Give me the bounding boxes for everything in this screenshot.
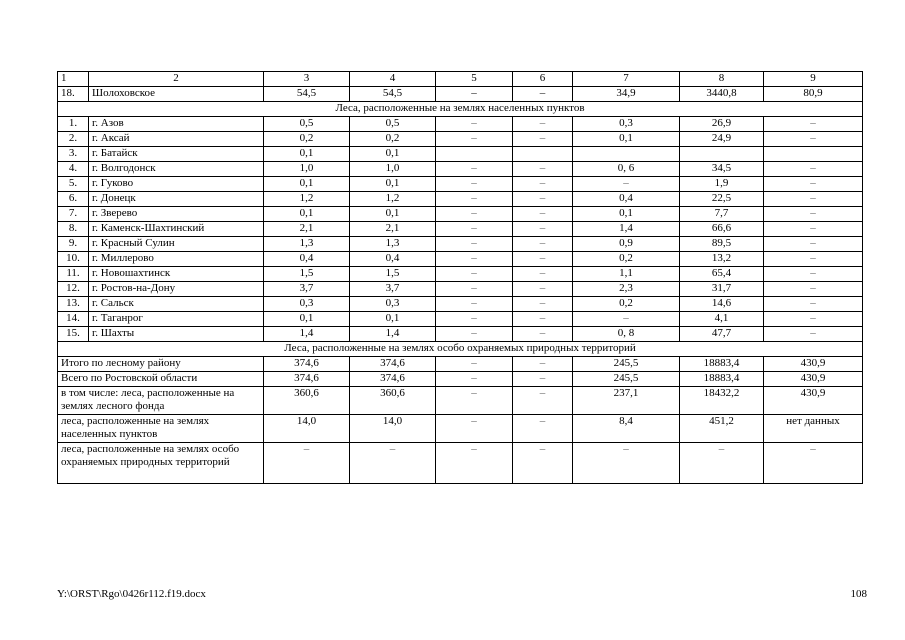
table-cell: 65,4 bbox=[680, 267, 764, 282]
table-cell: 8. bbox=[58, 222, 89, 237]
table-cell: Итого по лесному району bbox=[58, 357, 264, 372]
table-row bbox=[58, 162, 863, 177]
table-cell: 1. bbox=[58, 117, 89, 132]
table-cell: 0,3 bbox=[264, 297, 350, 312]
table-cell: – bbox=[436, 415, 513, 443]
table-cell: 360,6 bbox=[264, 387, 350, 415]
table-cell: 26,9 bbox=[680, 117, 764, 132]
table-cell: 0,1 bbox=[264, 312, 350, 327]
table-cell: 1,2 bbox=[350, 192, 436, 207]
footer-file-path: Y:\ORST\Rgo\0426r112.f19.docx bbox=[57, 588, 206, 600]
table-cell: 9. bbox=[58, 237, 89, 252]
table-cell: 1 bbox=[58, 72, 89, 87]
summary-row bbox=[58, 357, 863, 372]
table-cell: 0,4 bbox=[350, 252, 436, 267]
table-cell: 0,1 bbox=[264, 207, 350, 222]
table-cell: 0,1 bbox=[573, 207, 680, 222]
table-cell: – bbox=[436, 207, 513, 222]
table-cell: в том числе: леса, расположенные на землях лесного фонда bbox=[58, 387, 264, 415]
table-cell: 1,0 bbox=[350, 162, 436, 177]
table-cell: 5 bbox=[436, 72, 513, 87]
table-cell: 0,1 bbox=[350, 147, 436, 162]
table-cell: – bbox=[513, 415, 573, 443]
table-cell: – bbox=[513, 357, 573, 372]
footer-page-number: 108 bbox=[850, 588, 867, 600]
table-cell: – bbox=[764, 267, 863, 282]
table-cell: – bbox=[513, 237, 573, 252]
table-cell: – bbox=[436, 312, 513, 327]
table-row bbox=[58, 312, 863, 327]
table-cell: 3,7 bbox=[350, 282, 436, 297]
table-cell: 0,1 bbox=[350, 177, 436, 192]
table-cell: 0, 6 bbox=[573, 162, 680, 177]
table-cell: 0,3 bbox=[573, 117, 680, 132]
table-cell: – bbox=[436, 117, 513, 132]
table-cell: – bbox=[436, 282, 513, 297]
table-cell: 374,6 bbox=[264, 357, 350, 372]
table-cell: 4,1 bbox=[680, 312, 764, 327]
data-table bbox=[57, 71, 863, 484]
table-cell: 14,0 bbox=[264, 415, 350, 443]
table-cell: Леса, расположенные на землях населенных пунктов bbox=[58, 102, 863, 117]
table-cell: – bbox=[764, 327, 863, 342]
table-row bbox=[58, 282, 863, 297]
table-cell: 1,2 bbox=[264, 192, 350, 207]
table-cell: 1,4 bbox=[350, 327, 436, 342]
table-cell: 0,4 bbox=[264, 252, 350, 267]
table-cell: г. Батайск bbox=[89, 147, 264, 162]
table-cell: г. Красный Сулин bbox=[89, 237, 264, 252]
table-cell bbox=[513, 147, 573, 162]
table-cell: – bbox=[764, 297, 863, 312]
table-cell: 10. bbox=[58, 252, 89, 267]
table-cell: – bbox=[764, 117, 863, 132]
table-cell bbox=[764, 147, 863, 162]
table-cell: – bbox=[513, 87, 573, 102]
table-cell: 18883,4 bbox=[680, 372, 764, 387]
table-cell: – bbox=[264, 443, 350, 484]
table-cell: 451,2 bbox=[680, 415, 764, 443]
table-cell: 5. bbox=[58, 177, 89, 192]
table-row bbox=[58, 297, 863, 312]
table-cell: 430,9 bbox=[764, 387, 863, 415]
table-cell: – bbox=[513, 117, 573, 132]
table-cell: 0,9 bbox=[573, 237, 680, 252]
table-row bbox=[58, 192, 863, 207]
table-cell: г. Ростов-на-Дону bbox=[89, 282, 264, 297]
table-cell: нет данных bbox=[764, 415, 863, 443]
table-cell: г. Азов bbox=[89, 117, 264, 132]
summary-row bbox=[58, 443, 863, 484]
table-cell: – bbox=[513, 192, 573, 207]
table-cell: 3,7 bbox=[264, 282, 350, 297]
table-cell: 66,6 bbox=[680, 222, 764, 237]
table-cell: – bbox=[513, 312, 573, 327]
table-cell: 89,5 bbox=[680, 237, 764, 252]
table-cell: 2,1 bbox=[350, 222, 436, 237]
table-cell: 24,9 bbox=[680, 132, 764, 147]
table-row bbox=[58, 147, 863, 162]
table-cell: 1,3 bbox=[264, 237, 350, 252]
table-cell: 3. bbox=[58, 147, 89, 162]
table-cell: 374,6 bbox=[350, 372, 436, 387]
table-cell: 245,5 bbox=[573, 372, 680, 387]
table-cell: – bbox=[764, 162, 863, 177]
section-row bbox=[58, 102, 863, 117]
table-cell: 14. bbox=[58, 312, 89, 327]
table-cell: – bbox=[436, 192, 513, 207]
table-cell: 7 bbox=[573, 72, 680, 87]
table-cell: – bbox=[764, 192, 863, 207]
table-cell: 9 bbox=[764, 72, 863, 87]
table-cell: 0,1 bbox=[264, 147, 350, 162]
table-cell: 237,1 bbox=[573, 387, 680, 415]
table-cell: 1,0 bbox=[264, 162, 350, 177]
table-cell: – bbox=[436, 297, 513, 312]
table-cell: – bbox=[764, 237, 863, 252]
table-row bbox=[58, 237, 863, 252]
table-row bbox=[58, 177, 863, 192]
table-cell: Всего по Ростовской области bbox=[58, 372, 264, 387]
table-cell: – bbox=[350, 443, 436, 484]
table-row bbox=[58, 267, 863, 282]
table-row bbox=[58, 252, 863, 267]
table-cell: – bbox=[436, 132, 513, 147]
table-cell: леса, расположенные на землях населенных пунктов bbox=[58, 415, 264, 443]
table-cell: г. Таганрог bbox=[89, 312, 264, 327]
table-cell: 54,5 bbox=[350, 87, 436, 102]
table-row bbox=[58, 327, 863, 342]
table-cell: 18432,2 bbox=[680, 387, 764, 415]
table-cell: 34,5 bbox=[680, 162, 764, 177]
table-cell: – bbox=[764, 222, 863, 237]
table-cell: 360,6 bbox=[350, 387, 436, 415]
table-cell: – bbox=[764, 312, 863, 327]
table-cell: 6. bbox=[58, 192, 89, 207]
table-cell: – bbox=[513, 177, 573, 192]
table-cell: 2,3 bbox=[573, 282, 680, 297]
table-cell: 1,4 bbox=[573, 222, 680, 237]
table-cell: г. Миллерово bbox=[89, 252, 264, 267]
table-cell: 1,5 bbox=[264, 267, 350, 282]
table-cell: 2 bbox=[89, 72, 264, 87]
table-cell: 0,2 bbox=[573, 252, 680, 267]
table-cell: 11. bbox=[58, 267, 89, 282]
table-cell: 0, 8 bbox=[573, 327, 680, 342]
table-cell: г. Гуково bbox=[89, 177, 264, 192]
table-cell bbox=[436, 147, 513, 162]
table-cell: – bbox=[764, 252, 863, 267]
table-cell: – bbox=[436, 327, 513, 342]
table-row bbox=[58, 222, 863, 237]
table-cell: 14,6 bbox=[680, 297, 764, 312]
table-cell: 0,3 bbox=[350, 297, 436, 312]
table-cell: 0,1 bbox=[350, 312, 436, 327]
table-cell: 245,5 bbox=[573, 357, 680, 372]
table-cell: 0,1 bbox=[350, 207, 436, 222]
table-cell: – bbox=[436, 267, 513, 282]
table-cell: – bbox=[764, 443, 863, 484]
table-cell: г. Донецк bbox=[89, 192, 264, 207]
table-cell: – bbox=[513, 297, 573, 312]
table-cell: – bbox=[513, 327, 573, 342]
table-cell: – bbox=[573, 177, 680, 192]
table-cell: – bbox=[513, 443, 573, 484]
table-cell: 1,5 bbox=[350, 267, 436, 282]
table-cell: – bbox=[436, 357, 513, 372]
table-cell: 430,9 bbox=[764, 357, 863, 372]
table-cell: г. Новошахтинск bbox=[89, 267, 264, 282]
table-cell: – bbox=[513, 282, 573, 297]
table-cell: 22,5 bbox=[680, 192, 764, 207]
table-cell: 18. bbox=[58, 87, 89, 102]
table-row bbox=[58, 117, 863, 132]
table-cell: – bbox=[436, 252, 513, 267]
table-cell: – bbox=[513, 162, 573, 177]
table-cell: – bbox=[436, 237, 513, 252]
table-cell: – bbox=[573, 312, 680, 327]
table-cell: г. Шахты bbox=[89, 327, 264, 342]
table-cell: Леса, расположенные на землях особо охраняемых природных территорий bbox=[58, 342, 863, 357]
table-cell: 4 bbox=[350, 72, 436, 87]
table-cell: 13. bbox=[58, 297, 89, 312]
table-cell: – bbox=[513, 222, 573, 237]
table-cell: 430,9 bbox=[764, 372, 863, 387]
summary-row bbox=[58, 372, 863, 387]
table-cell: – bbox=[764, 177, 863, 192]
table-cell: – bbox=[436, 162, 513, 177]
table-row bbox=[58, 87, 863, 102]
table-cell: 2,1 bbox=[264, 222, 350, 237]
table-cell: 13,2 bbox=[680, 252, 764, 267]
table-cell: г. Сальск bbox=[89, 297, 264, 312]
table-cell: 80,9 bbox=[764, 87, 863, 102]
table-cell: 14,0 bbox=[350, 415, 436, 443]
table-cell: 0,5 bbox=[350, 117, 436, 132]
table-cell: – bbox=[513, 372, 573, 387]
table-cell: 0,1 bbox=[264, 177, 350, 192]
table-cell: – bbox=[513, 387, 573, 415]
section-row bbox=[58, 342, 863, 357]
table-cell: – bbox=[680, 443, 764, 484]
table-cell: 8 bbox=[680, 72, 764, 87]
table-cell: 31,7 bbox=[680, 282, 764, 297]
table-row bbox=[58, 132, 863, 147]
table-cell bbox=[680, 147, 764, 162]
table-cell: 1,3 bbox=[350, 237, 436, 252]
table-cell: – bbox=[436, 443, 513, 484]
table-cell: 7. bbox=[58, 207, 89, 222]
table-cell: г. Аксай bbox=[89, 132, 264, 147]
table-cell: 0,2 bbox=[350, 132, 436, 147]
table-cell: 1,9 bbox=[680, 177, 764, 192]
table-cell: 0,4 bbox=[573, 192, 680, 207]
summary-row bbox=[58, 387, 863, 415]
table-cell: 0,2 bbox=[264, 132, 350, 147]
table-cell: 3 bbox=[264, 72, 350, 87]
table-cell bbox=[573, 147, 680, 162]
table-cell: 374,6 bbox=[350, 357, 436, 372]
table-cell: Шолоховское bbox=[89, 87, 264, 102]
table-cell: 12. bbox=[58, 282, 89, 297]
table-cell: – bbox=[513, 267, 573, 282]
table-cell: 15. bbox=[58, 327, 89, 342]
table-cell: леса, расположенные на землях особо охраняемых природных территорий bbox=[58, 443, 264, 484]
table-cell: г. Волгодонск bbox=[89, 162, 264, 177]
table-cell: 6 bbox=[513, 72, 573, 87]
table-cell: – bbox=[513, 207, 573, 222]
table-cell: 47,7 bbox=[680, 327, 764, 342]
table-cell: 1,4 bbox=[264, 327, 350, 342]
table-cell: 54,5 bbox=[264, 87, 350, 102]
table-cell: 0,2 bbox=[573, 297, 680, 312]
table-cell: 3440,8 bbox=[680, 87, 764, 102]
table-cell: – bbox=[436, 372, 513, 387]
table-cell: 0,1 bbox=[573, 132, 680, 147]
table-cell: – bbox=[436, 87, 513, 102]
table-cell: г. Каменск-Шахтинский bbox=[89, 222, 264, 237]
table-cell: 4. bbox=[58, 162, 89, 177]
table-cell: – bbox=[764, 207, 863, 222]
table-cell: 8,4 bbox=[573, 415, 680, 443]
table-cell: г. Зверево bbox=[89, 207, 264, 222]
table-cell: 2. bbox=[58, 132, 89, 147]
table-cell: – bbox=[513, 252, 573, 267]
table-cell: 34,9 bbox=[573, 87, 680, 102]
table-cell: – bbox=[764, 282, 863, 297]
header-row bbox=[58, 72, 863, 87]
table-cell: – bbox=[764, 132, 863, 147]
table-cell: 18883,4 bbox=[680, 357, 764, 372]
table-cell: – bbox=[513, 132, 573, 147]
table-cell: 7,7 bbox=[680, 207, 764, 222]
table-body bbox=[58, 72, 863, 484]
table-cell: 0,5 bbox=[264, 117, 350, 132]
table-cell: – bbox=[436, 387, 513, 415]
summary-row bbox=[58, 415, 863, 443]
table-cell: 1,1 bbox=[573, 267, 680, 282]
table-cell: – bbox=[573, 443, 680, 484]
table-cell: – bbox=[436, 177, 513, 192]
table-cell: 374,6 bbox=[264, 372, 350, 387]
table-cell: – bbox=[436, 222, 513, 237]
table-row bbox=[58, 207, 863, 222]
